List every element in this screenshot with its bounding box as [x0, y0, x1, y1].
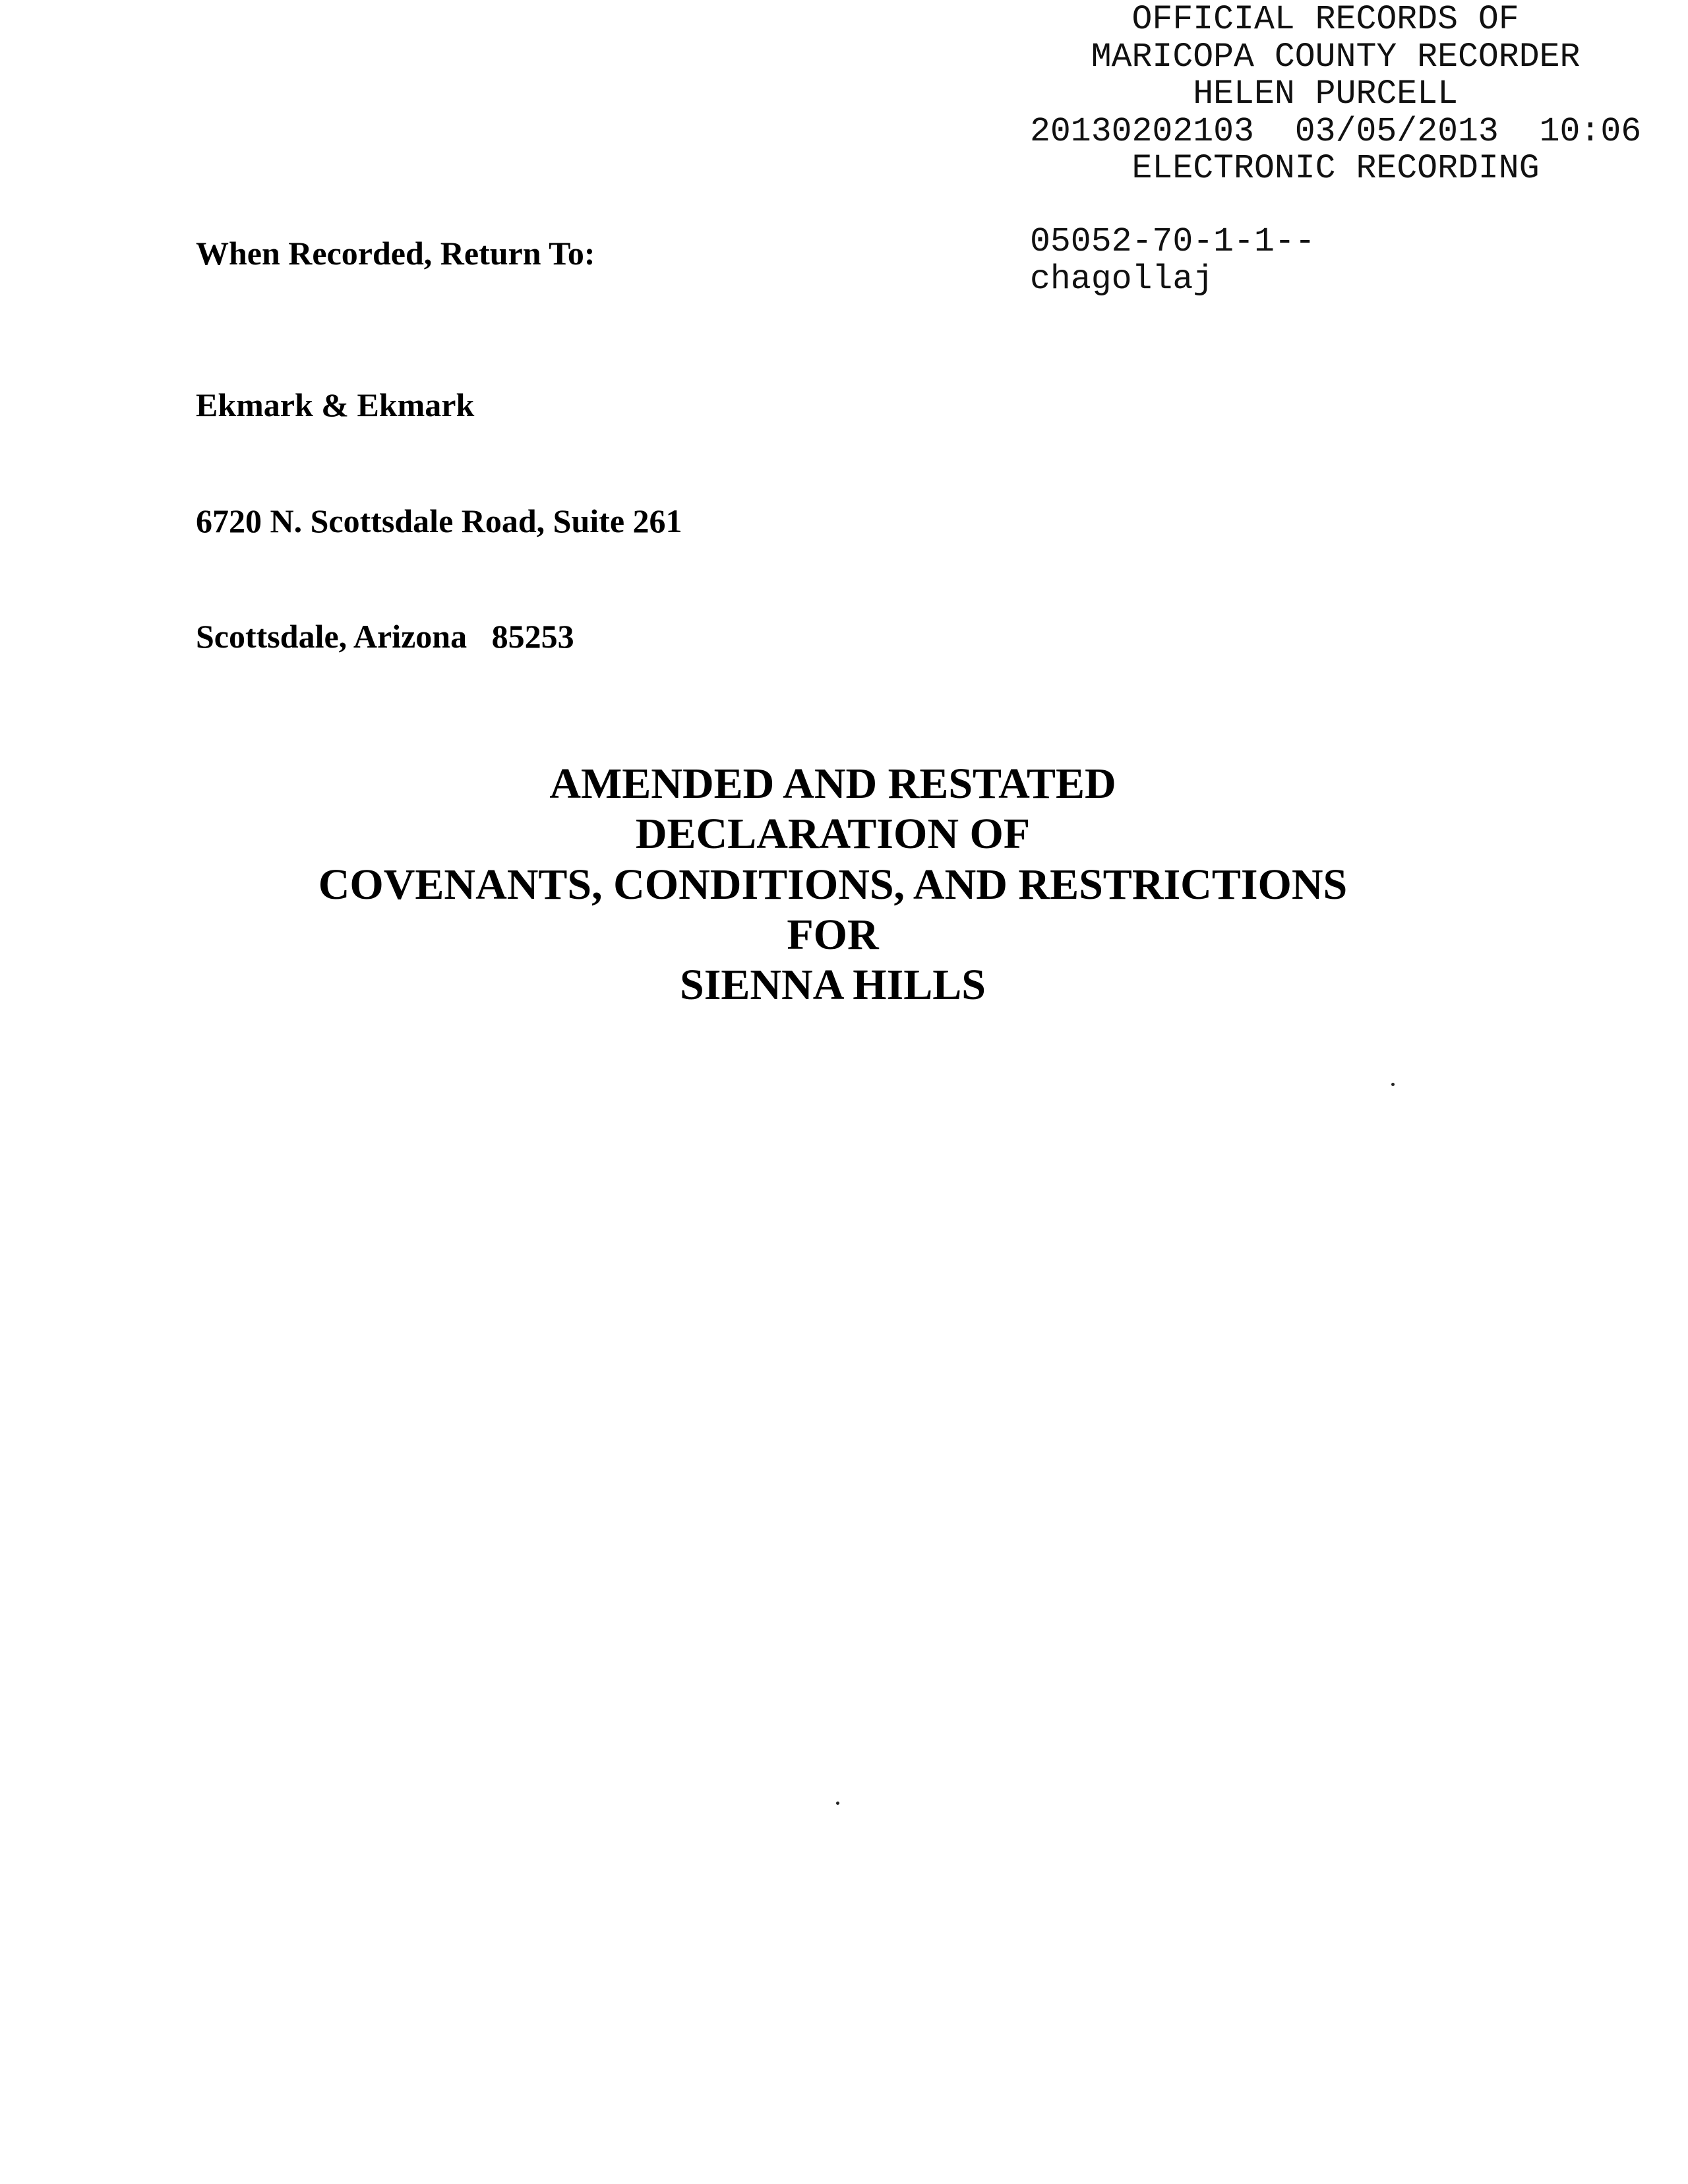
- scan-speck: [836, 1802, 839, 1805]
- return-to-street: 6720 N. Scottsdale Road, Suite 261: [196, 502, 682, 539]
- reference-user: chagollaj: [1030, 260, 1214, 299]
- return-to-name: Ekmark & Ekmark: [196, 386, 475, 423]
- recording-stamp: [1030, 1, 1663, 188]
- title-line: FOR: [787, 910, 879, 959]
- title-line: SIENNA HILLS: [679, 961, 986, 1010]
- recording-reference: [1030, 224, 1663, 298]
- title-line: AMENDED AND RESTATED: [549, 760, 1116, 808]
- stamp-line-recording-type: ELECTRONIC RECORDING: [1131, 150, 1540, 188]
- return-to-heading: When Recorded, Return To:: [196, 235, 595, 272]
- stamp-line-county-recorder: MARICOPA COUNTY RECORDER: [1091, 38, 1581, 76]
- return-to-city-state-zip: Scottsdale, Arizona 85253: [196, 618, 574, 655]
- document-title: [173, 759, 1492, 1010]
- return-to-address: [196, 309, 682, 733]
- scan-speck: [1391, 1083, 1395, 1086]
- reference-code: 05052-70-1-1--: [1030, 223, 1315, 261]
- stamp-line-recorder-name: HELEN PURCELL: [1193, 75, 1458, 113]
- stamp-line-official-records: OFFICIAL RECORDS OF: [1131, 1, 1519, 39]
- title-line: COVENANTS, CONDITIONS, AND RESTRICTIONS: [318, 860, 1348, 909]
- title-line: DECLARATION OF: [635, 810, 1031, 859]
- stamp-line-recording-number-date: 20130202103 03/05/2013 10:06: [1030, 112, 1642, 151]
